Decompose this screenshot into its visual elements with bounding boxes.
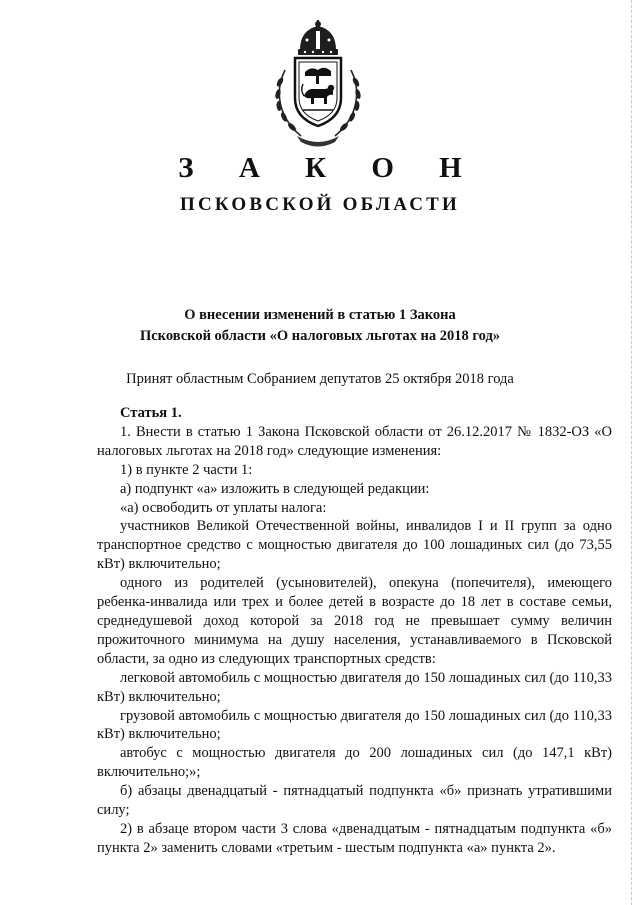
law-title: З А К О Н <box>178 152 481 184</box>
paragraph: 1) в пункте 2 части 1: <box>120 461 253 478</box>
scan-fold-line <box>631 0 632 905</box>
region-name: ПСКОВСКОЙ ОБЛАСТИ <box>180 194 460 215</box>
paragraph: участников Великой Отечественной войны, инвалидов I и II групп за одно транспортное средство с мощностью двигателя до 100 лошадиных сил (до 73,55 кВт) включительно; <box>97 518 612 573</box>
heading-line-2: Псковской области «О налоговых льготах на 2018 год» <box>139 328 501 344</box>
law-heading <box>0 305 640 347</box>
paragraph: одного из родителей (усыновителей), опекуна (попечителя), имеющего ребенка-инвалида или трех и более детей в возрасте до 18 лет в составе семьи, среднедушевой доход которой за 2018 год не превышает сумму величин прожиточного минимума на душу населения, устанавливаемого в Псковской области, за одно из следующих транспортных средств: <box>97 575 612 667</box>
paragraph: автобус с мощностью двигателя до 200 лошадиных сил (до 147,1 кВт) включительно;»; <box>97 745 612 781</box>
article-title: Статья 1. <box>120 405 182 421</box>
heading-line-1: О внесении изменений в статью 1 Закона <box>184 307 456 323</box>
paragraph: легковой автомобиль с мощностью двигателя до 150 лошадиных сил (до 110,33 кВт) включительно; <box>97 669 612 705</box>
adoption-note: Принят областным Собранием депутатов 25 октября 2018 года <box>126 371 514 387</box>
coat-of-arms-emblem <box>267 20 369 148</box>
paragraph: грузовой автомобиль с мощностью двигателя до 150 лошадиных сил (до 110,33 кВт) включительно; <box>97 707 612 743</box>
paragraph: 1. Внести в статью 1 Закона Псковской области от 26.12.2017 № 1832-ОЗ «О налоговых льготах на 2018 год» следующие изменения: <box>97 423 612 459</box>
paragraph: 2) в абзаце втором части 3 слова «двенадцатым - пятнадцатым подпункта «б» пункта 2» заменить словами «третьим - шестым подпункта «а» пункта 2». <box>97 820 612 856</box>
paragraph: б) абзацы двенадцатый - пятнадцатый подпункта «б» признать утратившими силу; <box>97 783 612 819</box>
paragraph: а) подпункт «а» изложить в следующей редакции: <box>120 480 430 497</box>
paragraph: «а) освободить от уплаты налога: <box>120 499 327 516</box>
article-body <box>97 404 612 858</box>
